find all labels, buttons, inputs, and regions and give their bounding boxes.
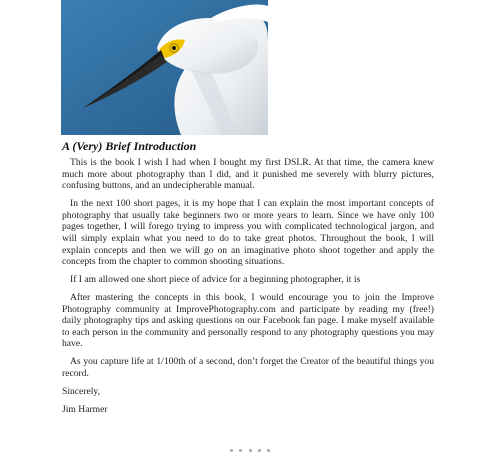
egret-photo	[61, 0, 268, 135]
paragraph-1: This is the book I wish I had when I bought my first DSLR. At that time, the camera knew much more about photography than I did, and it punished me severely with blurry pictures, confusing buttons, and an undecipherable manual.	[62, 157, 434, 192]
section-heading: A (Very) Brief Introduction	[62, 139, 197, 153]
egret-illustration	[61, 0, 268, 135]
separator-dot	[230, 449, 233, 452]
signature: Jim Harmer	[62, 404, 108, 416]
paragraph-5: As you capture life at 1/100th of a second, don’t forget the Creator of the beautiful things you record.	[62, 356, 434, 380]
separator-dot	[239, 449, 242, 452]
separator-dot	[267, 449, 270, 452]
separator-dot	[258, 449, 261, 452]
paragraph-3: If I am allowed one short piece of advice for a beginning photographer, it is	[70, 274, 361, 286]
paragraph-2: In the next 100 short pages, it is my hope that I can explain the most important concepts of photography that usually take beginners two or more years to learn. Since we have only 100 pages together, I will forego trying to impress you with complicated technological jargon, and will simply explain what you need to do to take great photos. Throughout the book, I will explain concepts and then we will go on an imaginative photo shoot together and apply the concepts from the chapter to common shooting situations.	[62, 198, 434, 268]
separator-dot	[249, 449, 252, 452]
intro-section	[62, 139, 434, 422]
closing-line: Sincerely,	[62, 386, 101, 398]
page-separator	[230, 449, 270, 453]
paragraph-4: After mastering the concepts in this book, I would encourage you to join the Improve Photography community at ImprovePhotography.com and participate by reading my (free!) daily photography tips and asking questions on our Facebook fan page. I make myself available to each person in the community and personally respond to any photography questions you may have.	[62, 292, 434, 350]
